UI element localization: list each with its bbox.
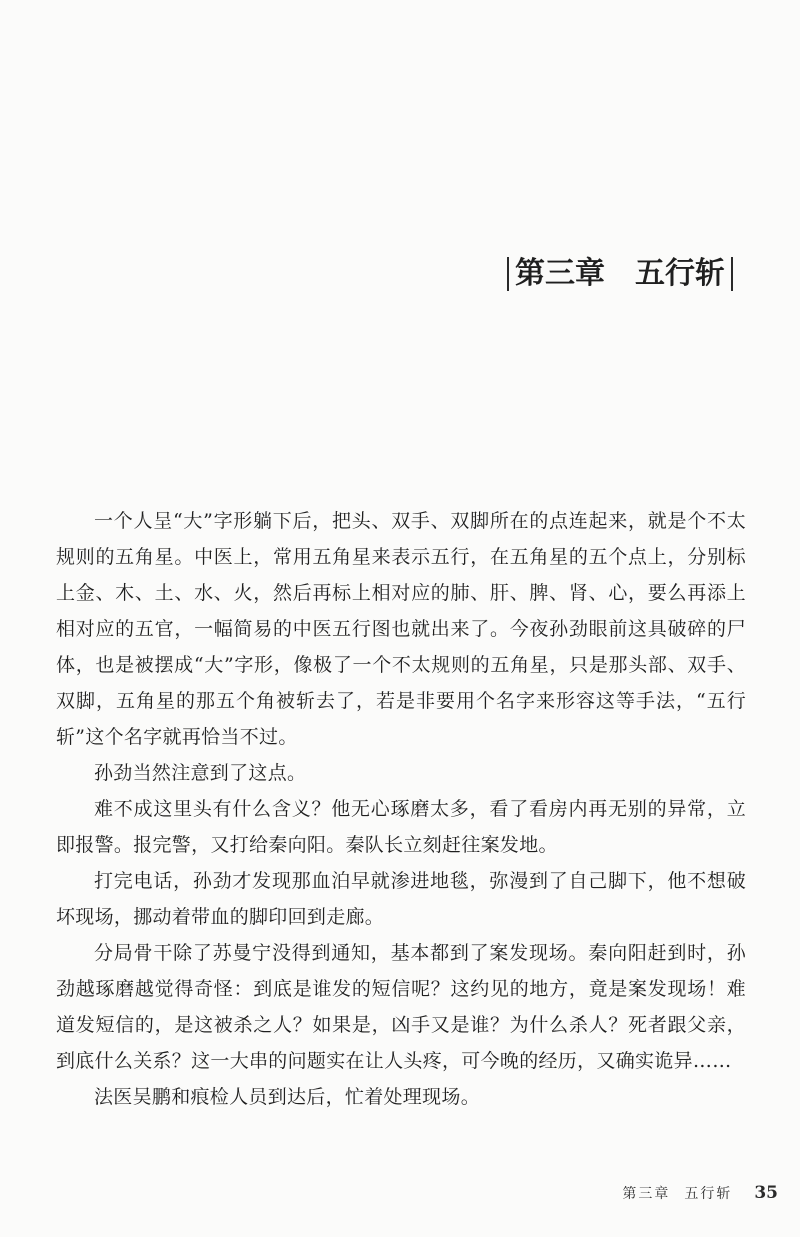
footer-chapter-title <box>622 1183 732 1203</box>
paragraph: 法医吴鹏和痕检人员到达后，忙着处理现场。 <box>94 1086 481 1108</box>
paragraph: 分局骨干除了苏曼宁没得到通知，基本都到了案发现场。秦向阳赶到时，孙劲越琢磨越觉得奇怪：到底是谁发的短信呢？这约见的地方，竟是案发现场！难道发短信的，是这被杀之人？如果是，凶手又是谁？为什么杀人？死者跟父亲，到底什么关系？这一大串的问题实在让人头疼，可今晚的经历，又确实诡异…… <box>56 942 746 1072</box>
footer-chapter-number: 第三章 <box>622 1186 671 1202</box>
running-footer <box>622 1183 778 1203</box>
chapter-heading <box>507 255 733 293</box>
paragraph: 难不成这里头有什么含义？他无心琢磨太多，看了看房内再无别的异常，立即报警。报完警，又打给秦向阳。秦队长立刻赶往案发地。 <box>56 798 746 856</box>
body-text <box>56 503 746 1115</box>
chapter-title <box>509 255 731 293</box>
page-number: 35 <box>754 1183 778 1203</box>
chapter-name: 五行斩 <box>635 256 725 291</box>
footer-chapter-name: 五行斩 <box>684 1186 733 1202</box>
chapter-number: 第三章 <box>515 256 605 291</box>
paragraph: 打完电话，孙劲才发现那血泊早就渗进地毯，弥漫到了自己脚下，他不想破坏现场，挪动着带血的脚印回到走廊。 <box>56 870 746 928</box>
paragraph: 一个人呈“大”字形躺下后，把头、双手、双脚所在的点连起来，就是个不太规则的五角星。中医上，常用五角星来表示五行，在五角星的五个点上，分别标上金、木、土、水、火，然后再标上相对应的肺、肝、脾、肾、心，要么再添上相对应的五官，一幅简易的中医五行图也就出来了。今夜孙劲眼前这具破碎的尸体，也是被摆成“大”字形，像极了一个不太规则的五角星，只是那头部、双手、双脚，五角星的那五个角被斩去了，若是非要用个名字来形容这等手法，“五行斩”这个名字就再恰当不过。 <box>56 510 746 748</box>
paragraph: 孙劲当然注意到了这点。 <box>94 762 307 784</box>
heading-right-bar <box>731 257 733 291</box>
